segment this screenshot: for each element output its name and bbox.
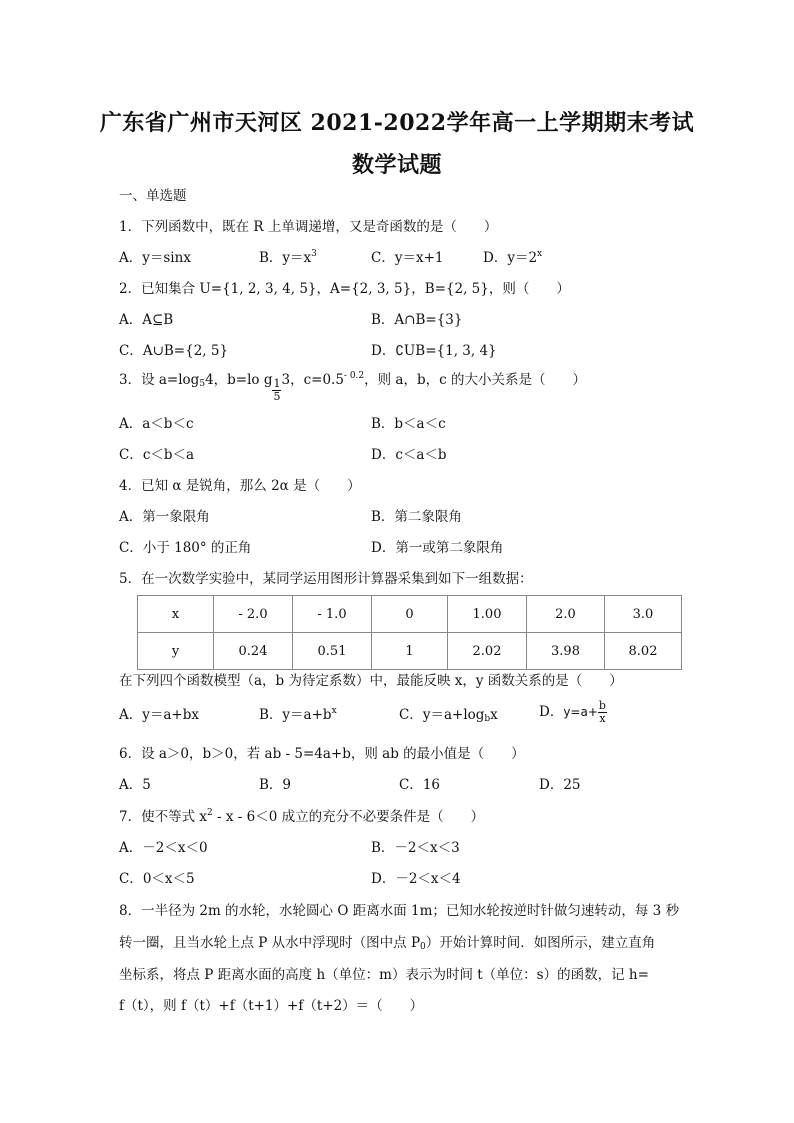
q7-option-c: C．0＜x＜5 (119, 871, 195, 887)
q1-option-d: D．$y=2^x$ (483, 249, 543, 266)
question-6-stem: 6．设 a＞0，b＞0，若 ab - 5=4a+b，则 ab 的最小值是（ ） (119, 746, 525, 762)
question-5-stem: 5．在一次数学实验中，某同学运用图形计算器采集到如下一组数据： (119, 571, 533, 587)
q7-option-b: B．－2＜x＜3 (371, 840, 460, 856)
table-cell: 2.02 (448, 633, 527, 670)
table-cell: 2.0 (527, 596, 605, 633)
data-table (137, 595, 682, 670)
section-heading: 一、单选题 (119, 188, 187, 204)
table-cell: y (138, 633, 214, 670)
table-row-y (138, 633, 682, 670)
table-cell: - 1.0 (293, 596, 372, 633)
q1-option-c: C．y＝x+1 (371, 250, 444, 266)
question-2-stem: 2．已知集合 U={1, 2, 3, 4, 5}，A={2, 3, 5}，B={2, 5}，则（ ） (119, 281, 570, 297)
q3-option-c: C．c＜b＜a (119, 447, 195, 463)
q7-option-d: D．－2＜x＜4 (371, 871, 461, 887)
table-cell: 3.98 (527, 633, 605, 670)
table-cell: 1.00 (448, 596, 527, 633)
q2-option-b: B．A∩B={3} (371, 312, 463, 328)
q3-option-a: A．a＜b＜c (119, 416, 194, 432)
exam-title: 广东省广州市天河区 2021-2022学年高一上学期期末考试 (99, 110, 695, 136)
table-cell: 0.51 (293, 633, 372, 670)
q2-option-d: D．∁UB={1, 3, 4} (371, 343, 497, 359)
log-base-fraction: $\frac{1}{5}$ (273, 377, 281, 403)
table-cell: 0.24 (214, 633, 293, 670)
question-8-line-4: f（t），则 f（t）+f（t+1）+f（t+2）＝（ ） (119, 998, 424, 1014)
question-8-line-1: 8．一半径为 2m 的水轮，水轮圆心 O 距离水面 1m；已知水轮按逆时针做匀速转动，每 3 秒 (119, 903, 680, 919)
q2-option-c: C．A∪B={2, 5} (119, 343, 229, 359)
table-cell: 3.0 (605, 596, 682, 633)
q3-option-b: B．b＜a＜c (371, 416, 446, 432)
q5-option-d: D．y=a+ $\frac{b}{x}$ (539, 699, 606, 725)
table-cell: 0 (372, 596, 448, 633)
q4-option-d: D．第一或第二象限角 (371, 540, 504, 556)
table-cell: - 2.0 (214, 596, 293, 633)
q4-option-c: C．小于 180° 的正角 (119, 540, 252, 556)
question-1-stem: 1．下列函数中，既在 R 上单调递增，又是奇函数的是（ ） (119, 219, 498, 235)
q4-option-a: A．第一象限角 (119, 509, 210, 525)
q2-option-a: A．A⊆B (119, 312, 174, 328)
q6-option-a: A．5 (119, 777, 151, 793)
question-7-stem: 7．使不等式 $x^2 - x - 6<0$ 成立的充分不必要条件是（ ） (119, 808, 485, 825)
exam-subtitle: 数学试题 (351, 152, 442, 178)
q7-option-a: A．－2＜x＜0 (119, 840, 208, 856)
d-fraction: $\frac{b}{x}$ (598, 699, 606, 725)
q1-option-a: A．y＝sinx (119, 250, 191, 266)
question-8-line-2: 转一圈，且当水轮上点 P 从水中浮现时（图中点 $P_0$）开始计算时间．如图所示，建立直角 (119, 935, 656, 952)
q1-option-b: B．$y=x^3$ (259, 249, 317, 266)
q5-option-c: C．$y=a+\log_bx$ (399, 707, 498, 724)
table-cell: x (138, 596, 214, 633)
question-3-stem: 3．设 $a=\log_54$，b=lo g $\frac{1}{5}$ 3，$c=0.5^{- 0.2}$，则 a，b，c 的大小关系是（ ） (119, 371, 586, 403)
question-5-follow: 在下列四个函数模型（a，b 为待定系数）中，最能反映 x，y 函数关系的是（ ） (119, 673, 623, 689)
q4-option-b: B．第二象限角 (371, 509, 462, 525)
q3-option-d: D．c＜a＜b (371, 447, 447, 463)
q6-option-d: D．25 (539, 777, 581, 793)
question-8-line-3: 坐标系，将点 P 距离水面的高度 h（单位：m）表示为时间 t（单位：s）的函数，记 h= (119, 967, 649, 983)
table-row-x (138, 596, 682, 633)
q6-option-b: B．9 (259, 777, 292, 793)
table-cell: 8.02 (605, 633, 682, 670)
table-cell: 1 (372, 633, 448, 670)
question-4-stem: 4．已知 α 是锐角，那么 2α 是（ ） (119, 478, 361, 494)
q5-option-a: A．y＝a+bx (119, 707, 199, 723)
q5-option-b: B．$y=a+b^x$ (259, 706, 337, 723)
q6-option-c: C．16 (399, 777, 441, 793)
